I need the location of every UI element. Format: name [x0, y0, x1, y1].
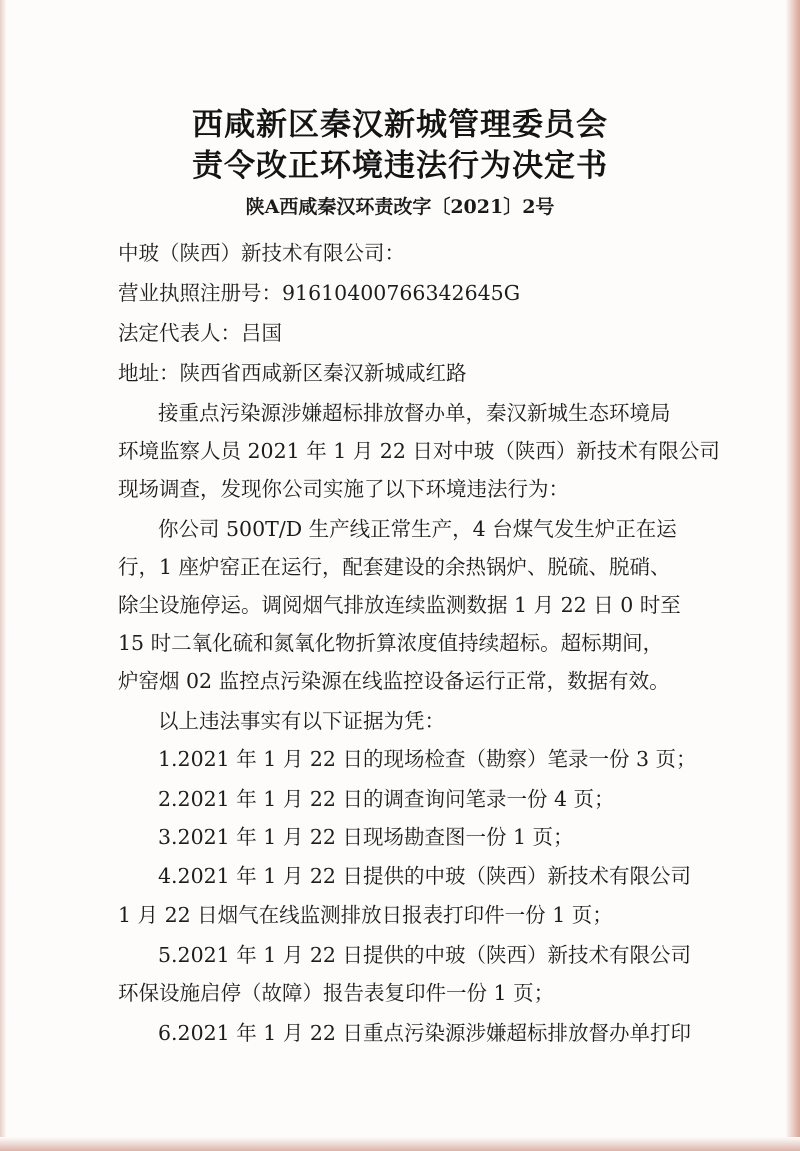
- evidence-intro: 以上违法事实有以下证据为凭：: [158, 709, 445, 733]
- legal-representative: 法定代表人：吕国: [118, 321, 282, 345]
- evidence-item: 4.2021 年 1 月 22 日提供的中玻（陕西）新技术有限公司: [158, 864, 691, 888]
- title-line-1: 西咸新区秦汉新城管理委员会: [192, 107, 608, 143]
- paragraph-line: 炉窑烟 02 监控点污染源在线监控设备运行正常，数据有效。: [118, 669, 670, 693]
- evidence-item: 2.2021 年 1 月 22 日的调查询问笔录一份 4 页；: [158, 787, 615, 811]
- evidence-item: 1.2021 年 1 月 22 日的现场检查（勘察）笔录一份 3 页；: [158, 747, 697, 771]
- title-line-2: 责令改正环境违法行为决定书: [192, 148, 608, 184]
- paragraph-line: 现场调查，发现你公司实施了以下环境违法行为：: [118, 477, 569, 501]
- paragraph-line: 行，1 座炉窑正在运行，配套建设的余热锅炉、脱硫、脱硝、: [118, 555, 671, 579]
- paragraph-line: 接重点污染源涉嫌超标排放督办单，秦汉新城生态环境局: [158, 401, 671, 425]
- evidence-item: 6.2021 年 1 月 22 日重点污染源涉嫌超标排放督办单打印: [158, 1021, 691, 1045]
- recipient: 中玻（陕西）新技术有限公司：: [118, 241, 405, 265]
- evidence-item-continued: 1 月 22 日烟气在线监测排放日报表打印件一份 1 页；: [118, 903, 613, 927]
- paragraph-line: 除尘设施停运。调阅烟气排放连续监测数据 1 月 22 日 0 时至: [118, 593, 681, 617]
- license-number: 营业执照注册号：91610400766342645G: [118, 281, 521, 305]
- document-number: 陕A西咸秦汉环责改字〔2021〕2号: [245, 196, 555, 218]
- evidence-item-continued: 环保设施启停（故障）报告表复印件一份 1 页；: [118, 981, 555, 1005]
- paragraph-line: 环境监察人员 2021 年 1 月 22 日对中玻（陕西）新技术有限公司: [118, 439, 720, 463]
- evidence-item: 5.2021 年 1 月 22 日提供的中玻（陕西）新技术有限公司: [158, 943, 691, 967]
- paragraph-line: 你公司 500T/D 生产线正常生产，4 台煤气发生炉正在运: [158, 517, 677, 541]
- evidence-item: 3.2021 年 1 月 22 日现场勘查图一份 1 页；: [158, 825, 574, 849]
- page-edge-bottom: [0, 1137, 800, 1151]
- address: 地址：陕西省西咸新区秦汉新城咸红路: [118, 361, 467, 385]
- paragraph-line: 15 时二氧化硫和氮氧化物折算浓度值持续超标。超标期间，: [118, 631, 664, 655]
